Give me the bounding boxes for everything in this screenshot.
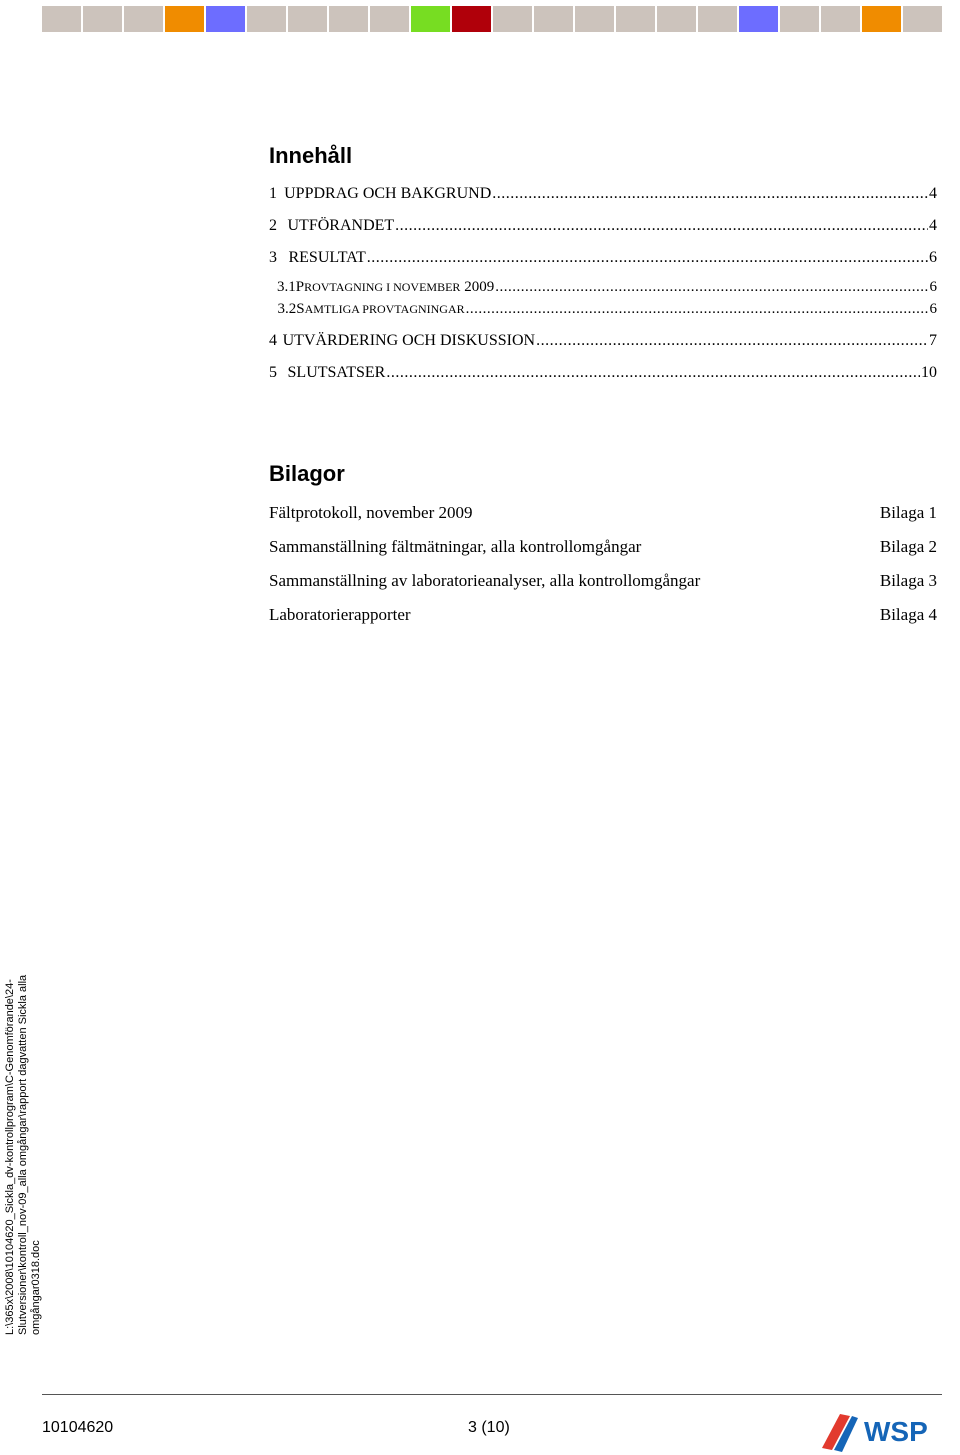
toc-page: 6 (929, 249, 937, 266)
color-square (698, 6, 737, 32)
toc-title: PROVTAGNING I NOVEMBER 2009 (295, 279, 495, 295)
color-square (370, 6, 409, 32)
toc-number: 3.2 (277, 301, 297, 317)
toc-page: 4 (929, 217, 937, 234)
color-square (493, 6, 532, 32)
toc-page: 6 (929, 279, 937, 295)
file-path-line: omgångar0318.doc (30, 1240, 42, 1335)
toc-title: SLUTSATSER (287, 364, 386, 381)
color-square (411, 6, 450, 32)
contents-heading: Innehåll (269, 143, 353, 168)
color-square (288, 6, 327, 32)
toc-page: 6 (929, 301, 937, 317)
toc-entry[interactable] (269, 332, 937, 350)
toc-number: 1 (269, 185, 277, 202)
attachment-label: Bilaga 1 (879, 503, 937, 522)
document-number: 10104620 (42, 1419, 114, 1436)
color-square (247, 6, 286, 32)
color-square (862, 6, 901, 32)
toc-subentry[interactable] (269, 301, 937, 318)
footer-divider (42, 1394, 942, 1395)
color-square (42, 6, 81, 32)
attachment-row (269, 537, 937, 557)
toc-entry[interactable] (269, 364, 937, 382)
logo-text: WSP (864, 1416, 928, 1447)
file-path-line: L:\365x\2008\10104620_Sickla_dv-kontrollprogram\C-Genomförande\24- (4, 979, 16, 1335)
file-path-line: Slutversioner\kontroll_nov-09_alla omgångar\rapport dagvatten Sickla alla (17, 974, 29, 1335)
toc-title: RESULTAT (288, 249, 366, 266)
attachment-label: Bilaga 4 (879, 605, 937, 624)
toc-title: UTVÄRDERING OCH DISKUSSION (282, 332, 536, 349)
color-square (739, 6, 778, 32)
attachment-label: Bilaga 2 (879, 537, 937, 556)
toc-number: 3.1 (276, 279, 296, 295)
color-square (657, 6, 696, 32)
toc-leader (536, 332, 928, 350)
toc-page: 10 (921, 364, 937, 381)
color-square (452, 6, 491, 32)
toc-leader (492, 185, 928, 203)
attachment-title: Sammanställning fältmätningar, alla kontrollomgångar (269, 537, 642, 556)
toc-leader (495, 279, 928, 296)
color-square (534, 6, 573, 32)
file-path-sidebar (4, 965, 43, 1335)
attachment-label: Bilaga 3 (879, 571, 937, 590)
attachment-row (269, 503, 937, 523)
color-square (575, 6, 614, 32)
toc-number: 4 (269, 332, 277, 349)
attachment-title: Laboratorierapporter (269, 605, 411, 624)
toc-leader (395, 217, 928, 235)
toc-entry[interactable] (269, 217, 937, 235)
toc-title: UPPDRAG OCH BAKGRUND (284, 185, 492, 202)
toc-number: 5 (269, 364, 277, 381)
color-square (165, 6, 204, 32)
color-square (903, 6, 942, 32)
attachment-title: Sammanställning av laboratorieanalyser, alla kontrollomgångar (269, 571, 701, 590)
toc-leader (466, 301, 929, 318)
toc-entry[interactable] (269, 249, 937, 267)
top-color-bar (42, 6, 942, 32)
wsp-logo (820, 1408, 946, 1452)
toc-page: 4 (929, 185, 937, 202)
toc-number: 3 (269, 249, 277, 266)
toc-leader (386, 364, 920, 382)
toc-leader (367, 249, 928, 267)
color-square (616, 6, 655, 32)
color-square (206, 6, 245, 32)
toc-number: 2 (269, 217, 277, 234)
attachments-heading: Bilagor (269, 461, 345, 486)
toc-page: 7 (929, 332, 937, 349)
toc-entry[interactable] (269, 185, 937, 203)
color-square (124, 6, 163, 32)
color-square (821, 6, 860, 32)
attachment-row (269, 571, 937, 591)
toc-subentry[interactable] (269, 279, 937, 296)
color-square (83, 6, 122, 32)
color-square (329, 6, 368, 32)
attachment-title: Fältprotokoll, november 2009 (269, 503, 473, 522)
attachment-row (269, 605, 937, 625)
toc-title: SAMTLIGA PROVTAGNINGAR (296, 301, 465, 317)
toc-title: UTFÖRANDET (287, 217, 395, 234)
color-square (780, 6, 819, 32)
page-number: 3 (10) (468, 1419, 510, 1436)
